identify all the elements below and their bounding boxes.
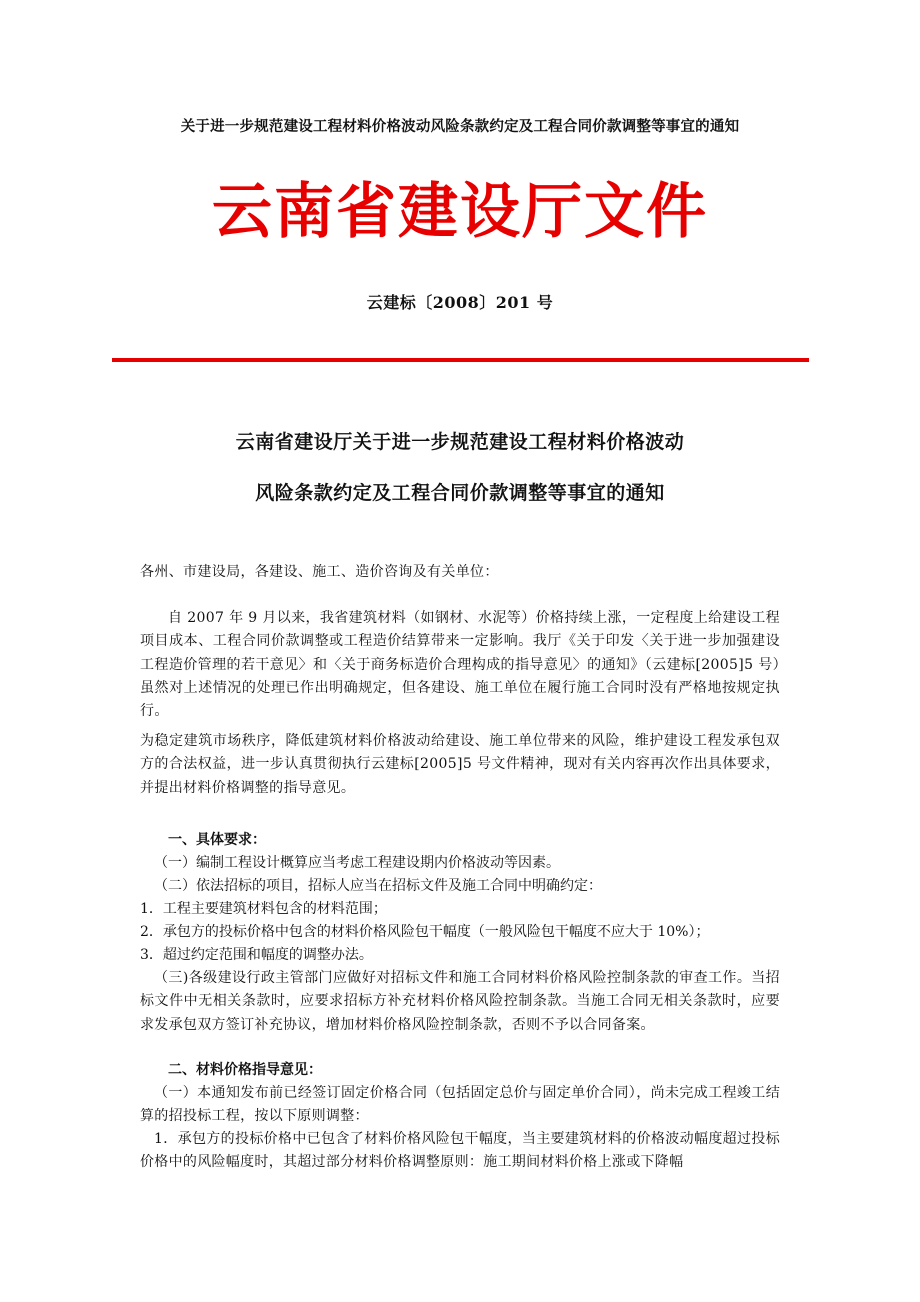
guidance-subitem-1: 1．承包方的投标价格中已包含了材料价格风险包干幅度，当主要建筑材料的价格波动幅度超过投标价格中的风险幅度时，其超过部分材料价格调整原则：施工期间材料价格上涨或下降幅 [140, 1131, 780, 1171]
requirement-subitem-3: 3．超过约定范围和幅度的调整办法。 [140, 947, 373, 963]
paragraph-purpose: 为稳定建筑市场秩序，降低建筑材料价格波动给建设、施工单位带来的风险，维护建设工程发承包双方的合法权益，进一步认真贯彻执行云建标[2005]5 号文件精神，现对有关内容再次作出具体要求，并提出材料价格调整的指导意见。 [140, 733, 780, 796]
notice-title-line-2: 风险条款约定及工程合同价款调整等事宜的通知 [255, 482, 665, 504]
section-heading-price-guidance: 二、材料价格指导意见： [168, 1062, 322, 1078]
requirement-item-2: （二）依法招标的项目，招标人应当在招标文件及施工合同中明确约定： [154, 878, 602, 894]
guidance-item-1: （一）本通知发布前已经签订固定价格合同（包括固定总价与固定单价合同），尚未完成工程竣工结算的招投标工程，按以下原则调整： [140, 1085, 780, 1125]
notice-title-line-1: 云南省建设厅关于进一步规范建设工程材料价格波动 [235, 431, 685, 453]
requirement-subitem-1: 1．工程主要建筑材料包含的材料范围； [140, 901, 387, 917]
requirement-item-1: （一）编制工程设计概算应当考虑工程建设期内价格波动等因素。 [154, 855, 560, 871]
document-number: 云建标〔2008〕201 号 [366, 293, 554, 312]
issuer-header: 云南省建设厅文件 [212, 177, 708, 247]
section-heading-requirements: 一、具体要求： [168, 832, 266, 848]
requirement-subitem-2: 2．承包方的投标价格中包含的材料价格风险包干幅度（一般风险包干幅度不应大于 10%）； [140, 924, 710, 940]
addressee-line: 各州、市建设局，各建设、施工、造价咨询及有关单位： [140, 564, 499, 580]
document-running-title: 关于进一步规范建设工程材料价格波动风险条款约定及工程合同价款调整等事宜的通知 [180, 118, 740, 135]
paragraph-background: 自 2007 年 9 月以来，我省建筑材料（如钢材、水泥等）价格持续上涨，一定程度上给建设工程项目成本、工程合同价款调整或工程造价结算带来一定影响。我厅《关于印发〈关于进一步加强建设工程造价管理的若干意见〉和〈关于商务标造价合理构成的指导意见〉的通知》（云建标[2005]5 号）虽然对上述情况的处理已作出明确规定，但各建设、施工单位在履行施工合同时没有严格地按规定执行。 [140, 610, 780, 720]
red-divider-rule [112, 358, 809, 362]
requirement-item-3: （三)各级建设行政主管部门应做好对招标文件和施工合同材料价格风险控制条款的审查工作。当招标文件中无相关条款时，应要求招标方补充材料价格风险控制条款。当施工合同无相关条款时，应要求发承包双方签订补充协议，增加材料价格风险控制条款，否则不予以合同备案。 [140, 970, 780, 1033]
